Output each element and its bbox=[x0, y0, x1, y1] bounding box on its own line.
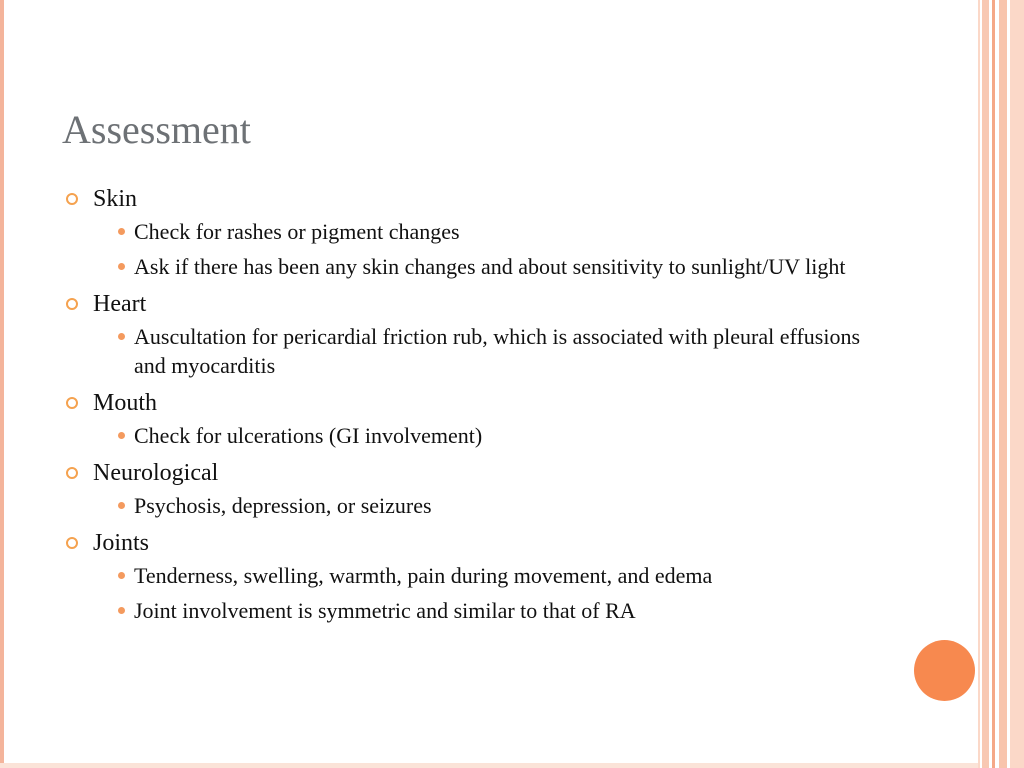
sub-bullet bbox=[93, 596, 896, 625]
slide-title: Assessment bbox=[62, 107, 251, 152]
bullet-joints bbox=[66, 528, 896, 625]
sub-bullet-text: Check for rashes or pigment changes bbox=[134, 219, 460, 244]
sub-bullet-text: Ask if there has been any skin changes and about sensitivity to sunlight/UV light bbox=[134, 254, 846, 279]
ring-bullet-icon bbox=[66, 537, 78, 549]
bullet-mouth bbox=[66, 388, 896, 450]
sub-bullet-text: Tenderness, swelling, warmth, pain during movement, and edema bbox=[134, 563, 713, 588]
sub-bullet-text: Psychosis, depression, or seizures bbox=[134, 493, 432, 518]
bullet-label: Skin bbox=[93, 186, 138, 212]
bullet-label: Heart bbox=[93, 291, 147, 317]
left-border-line bbox=[0, 0, 4, 768]
sub-bullet-list bbox=[93, 561, 896, 625]
decorative-stripes bbox=[978, 0, 1024, 768]
ring-bullet-icon bbox=[66, 298, 78, 310]
sub-bullet-list bbox=[93, 322, 896, 380]
sub-bullet-list bbox=[93, 421, 896, 450]
sub-bullet bbox=[93, 491, 896, 520]
bullet-list bbox=[66, 184, 896, 625]
bullet-skin bbox=[66, 184, 896, 281]
bullet-heart bbox=[66, 289, 896, 380]
bottom-border-line bbox=[0, 763, 980, 768]
dot-bullet-icon bbox=[118, 607, 125, 614]
bullet-label: Mouth bbox=[93, 390, 158, 416]
sub-bullet-text: Auscultation for pericardial friction rub, which is associated with pleural effusions and myocarditis bbox=[134, 324, 860, 378]
sub-bullet bbox=[93, 561, 896, 590]
dot-bullet-icon bbox=[118, 333, 125, 340]
bullet-neurological bbox=[66, 458, 896, 520]
bullet-label: Joints bbox=[93, 530, 150, 556]
sub-bullet-list bbox=[93, 491, 896, 520]
decorative-circle bbox=[914, 640, 975, 701]
ring-bullet-icon bbox=[66, 193, 78, 205]
ring-bullet-icon bbox=[66, 467, 78, 479]
sub-bullet bbox=[93, 217, 896, 246]
ring-bullet-icon bbox=[66, 397, 78, 409]
dot-bullet-icon bbox=[118, 263, 125, 270]
dot-bullet-icon bbox=[118, 432, 125, 439]
sub-bullet bbox=[93, 322, 896, 380]
sub-bullet bbox=[93, 252, 896, 281]
sub-bullet-text: Joint involvement is symmetric and similar to that of RA bbox=[134, 598, 636, 623]
dot-bullet-icon bbox=[118, 572, 125, 579]
sub-bullet-text: Check for ulcerations (GI involvement) bbox=[134, 423, 483, 448]
bullet-label: Neurological bbox=[93, 460, 219, 486]
sub-bullet bbox=[93, 421, 896, 450]
dot-bullet-icon bbox=[118, 228, 125, 235]
dot-bullet-icon bbox=[118, 502, 125, 509]
sub-bullet-list bbox=[93, 217, 896, 281]
